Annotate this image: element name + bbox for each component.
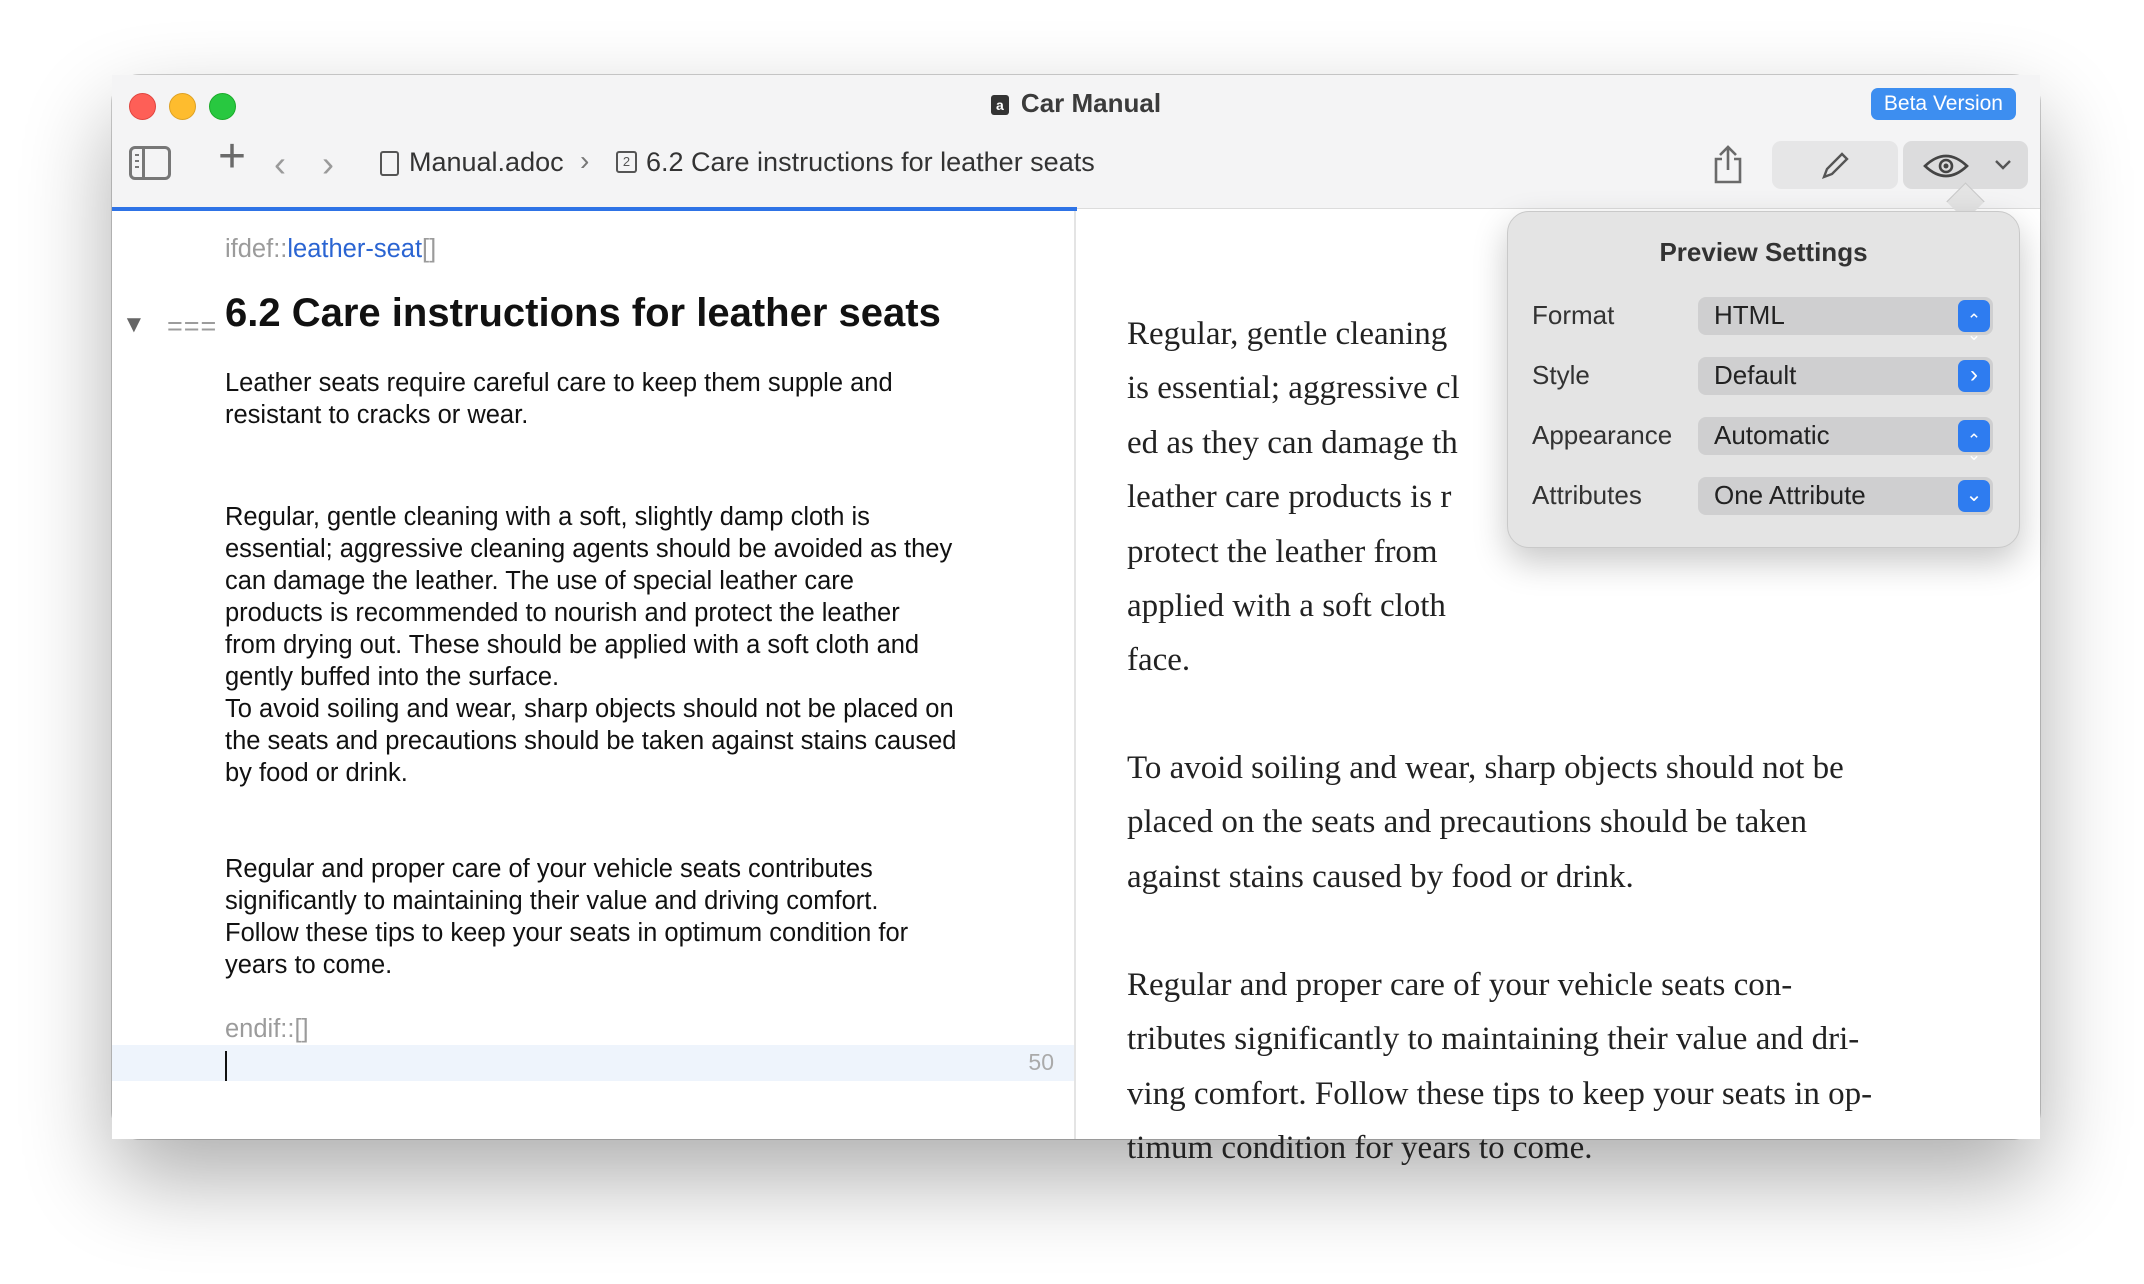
popover-title: Preview Settings <box>1659 237 1868 267</box>
editor-pane[interactable] <box>112 211 1076 1139</box>
window-title-text: Car Manual <box>1020 88 1162 118</box>
up-down-stepper-icon: ⌃ ⌄ <box>1958 300 1990 332</box>
chevron-down-icon: ⌄ <box>1958 480 1990 512</box>
appearance-value: Automatic <box>1714 420 1830 450</box>
app-window <box>112 75 2040 1167</box>
breadcrumb-section[interactable]: 6.2 Care instructions for leather seats <box>646 147 1095 177</box>
sidebar-toggle-icon[interactable] <box>129 146 171 180</box>
plus-icon[interactable]: + <box>218 130 247 183</box>
appearance-select[interactable] <box>1698 417 1993 464</box>
line-number: 50 <box>1028 1049 1054 1075</box>
editor-paragraph-2: Regular, gentle cleaning with a soft, slightly damp cloth is essential; aggressive cleaning agents should be avoided as they can damage the leather. The use of special leather care products is recommended to nourish and protect the leather from drying out. These should be applied with a soft cloth and gently buffed into the surface. <box>225 503 953 691</box>
chevron-down-icon[interactable] <box>1993 157 2013 176</box>
ifdef-directive <box>225 233 436 265</box>
section-icon: 2 <box>616 151 637 173</box>
ifdef-attribute[interactable]: leather-seat <box>287 235 423 263</box>
style-label: Style <box>1532 360 1590 390</box>
eye-icon <box>1923 153 1969 184</box>
ifdef-suffix: [] <box>422 235 437 263</box>
beta-version-badge[interactable]: Beta Version <box>1871 88 2016 120</box>
attributes-value: One Attribute <box>1714 480 1866 510</box>
editor-paragraph-4: Regular and proper care of your vehicle seats contributes significantly to maintaining their value and driving comfort. Follow these tips to keep your seats in optimum condition for years to come. <box>225 855 909 979</box>
section-heading: 6.2 Care instructions for leather seats <box>225 291 941 335</box>
share-icon[interactable] <box>1711 145 1745 190</box>
preview-paragraph-1: Regular, gentle cleaning is essential; aggressive cl ed as they can damage th leather care products is r protect the leather from applied with a soft cloth face. <box>1127 316 1460 679</box>
editor-paragraph-1: Leather seats require careful care to keep them supple and resistant to cracks or wear. <box>225 369 893 429</box>
window-title <box>112 88 2040 119</box>
format-select[interactable] <box>1698 297 1993 344</box>
pencil-icon <box>1820 151 1850 186</box>
endif-directive: endif::[] <box>225 1015 309 1043</box>
preview-paragraph-3: Regular and proper care of your vehicle seats con- tributes significantly to maintaining their value and dri- ving comfort. Follow these tips to keep your seats in op- timum condition for years to come. <box>1127 967 1873 1167</box>
heading-marker: === <box>167 311 218 341</box>
title-bar <box>112 75 2040 209</box>
ifdef-prefix: ifdef:: <box>225 235 288 263</box>
document-icon: a <box>991 95 1009 115</box>
forward-chevron-icon[interactable]: › <box>322 143 334 184</box>
back-chevron-icon[interactable]: ‹ <box>274 143 286 184</box>
style-value: Default <box>1714 360 1797 390</box>
edit-mode-button[interactable] <box>1772 141 1898 189</box>
preview-paragraph-2: To avoid soiling and wear, sharp objects should not be placed on the seats and precautions should be taken against stains caused by food or drink. <box>1127 750 1844 895</box>
file-icon <box>380 151 399 176</box>
format-label: Format <box>1532 300 1615 330</box>
appearance-label: Appearance <box>1532 420 1673 450</box>
text-caret <box>225 1051 227 1081</box>
attributes-label: Attributes <box>1532 480 1642 510</box>
attributes-select[interactable] <box>1698 477 1993 515</box>
style-select[interactable] <box>1698 357 1993 395</box>
editor-paragraph-3: To avoid soiling and wear, sharp objects should not be placed on the seats and precautions should be taken against stains caused by food or drink. <box>225 695 957 787</box>
chevron-right-icon: › <box>1958 360 1990 392</box>
breadcrumb-file[interactable]: Manual.adoc <box>409 147 564 177</box>
preview-settings-popover <box>1507 211 2020 548</box>
breadcrumb-separator-icon: › <box>580 145 590 176</box>
format-value: HTML <box>1714 300 1785 330</box>
disclosure-triangle-icon[interactable]: ▼ <box>122 311 146 338</box>
up-down-stepper-icon: ⌃ ⌄ <box>1958 420 1990 452</box>
current-line-highlight <box>112 1045 1074 1081</box>
